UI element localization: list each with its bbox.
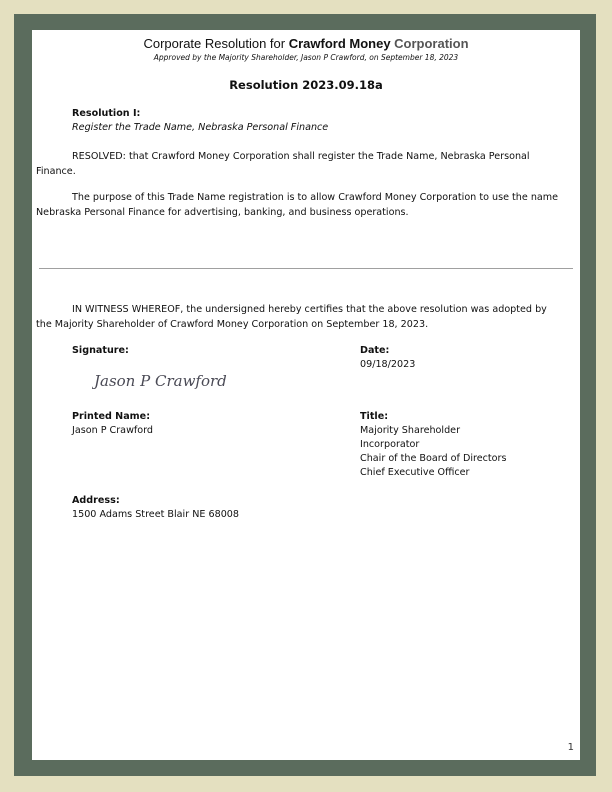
- resolution-number: Resolution 2023.09.18a: [229, 78, 383, 92]
- page-number: 1: [567, 742, 574, 753]
- signature-image: [92, 366, 232, 396]
- title-value-3: Chair of the Board of Directors: [360, 453, 507, 464]
- divider: [39, 268, 573, 269]
- date-value: 09/18/2023: [360, 359, 416, 370]
- title-value-4: Chief Executive Officer: [360, 467, 470, 478]
- resolution-heading: Resolution I:: [72, 108, 141, 119]
- address-value: 1500 Adams Street Blair NE 68008: [72, 509, 240, 520]
- purpose-paragraph: The purpose of this Trade Name registration is to allow Crawford Money Corporation to use the name Nebraska Personal Finance for advertising, banking, and business operations.: [36, 192, 559, 218]
- document-page: [32, 30, 580, 760]
- document-subtitle: Approved by the Majority Shareholder, Jason P Crawford, on September 18, 2023: [153, 53, 459, 62]
- title-company-suffix: Corporation: [390, 36, 469, 51]
- date-label: Date:: [360, 345, 390, 356]
- printed-name-label: Printed Name:: [72, 411, 151, 422]
- printed-name-value: Jason P Crawford: [72, 425, 154, 436]
- resolved-paragraph: RESOLVED: that Crawford Money Corporation shall register the Trade Name, Nebraska Personal Finance.: [36, 151, 530, 177]
- resolution-subject: Register the Trade Name, Nebraska Personal Finance: [72, 122, 329, 133]
- signature-label: Signature:: [72, 345, 129, 356]
- title-prefix: Corporate Resolution for: [143, 36, 289, 51]
- witness-paragraph: IN WITNESS WHEREOF, the undersigned hereby certifies that the above resolution was adopted by the Majority Shareholder of Crawford Money Corporation on September 18, 2023.: [36, 304, 547, 330]
- title-value-1: Majority Shareholder: [360, 425, 461, 436]
- signature-script: Jason P Crawford: [94, 372, 227, 390]
- title-company-name: Crawford Money: [288, 36, 391, 51]
- title-label: Title:: [360, 411, 389, 422]
- address-label: Address:: [72, 495, 120, 506]
- title-value-2: Incorporator: [360, 439, 420, 450]
- document-title: [32, 36, 580, 51]
